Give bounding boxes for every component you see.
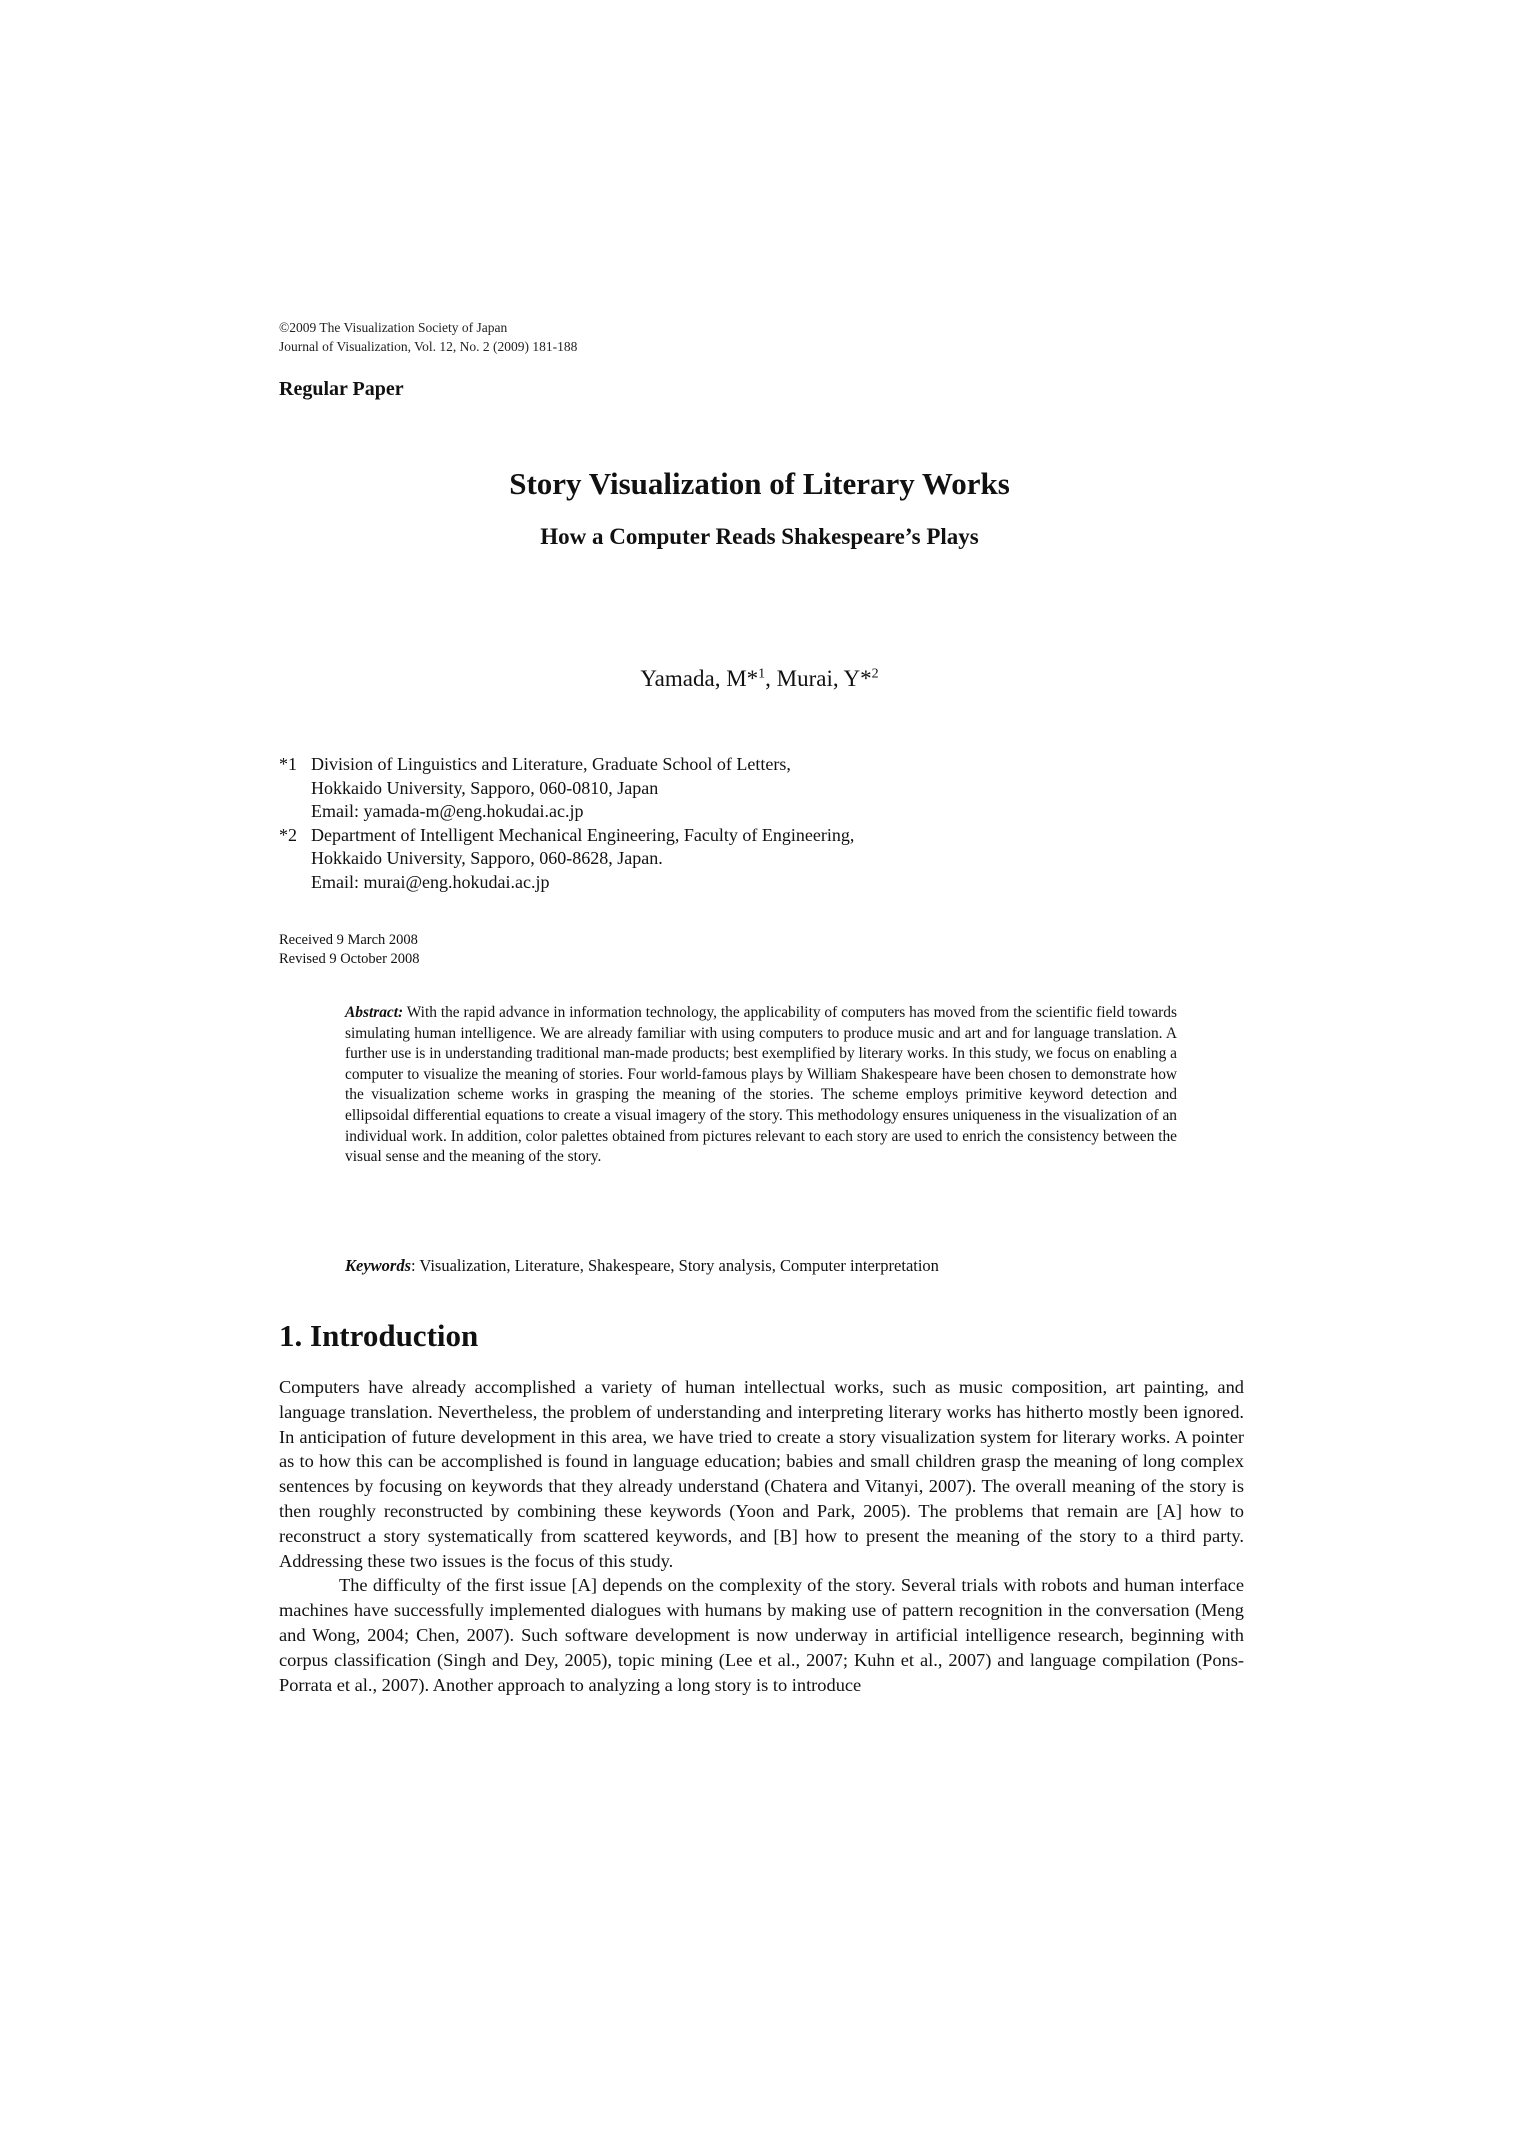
affiliation-1 [279,753,854,824]
keywords [345,1256,1245,1276]
affiliation-2 [279,824,854,895]
submission-dates [279,931,420,969]
author-2: Murai, Y* [776,666,872,691]
author-1-affil-mark: 1 [758,666,766,682]
affiliation-line: Hokkaido University, Sapporo, 060-0810, Japan [311,777,659,798]
affiliation-line: Division of Linguistics and Literature, Graduate School of Letters, [311,754,791,774]
journal-citation: Journal of Visualization, Vol. 12, No. 2 (2009) 181-188 [279,339,578,354]
author-2-affil-mark: 2 [871,666,879,682]
affiliation-email: Email: yamada-m@eng.hokudai.ac.jp [311,801,584,821]
journal-header [279,318,577,356]
author-list [0,666,1519,692]
affiliation-email: Email: murai@eng.hokudai.ac.jp [311,871,550,892]
received-date: Received 9 March 2008 [279,932,418,948]
affiliations [279,753,854,894]
paper-title: Story Visualization of Literary Works [509,466,1010,501]
author-1: Yamada, M* [640,666,759,691]
copyright-line: ©2009 The Visualization Society of Japan [279,320,508,335]
keywords-label: Keywords [345,1256,411,1275]
affiliation-line: Hokkaido University, Sapporo, 060-8628, Japan. [311,848,663,868]
section-body [279,1375,1244,1697]
paper-subtitle: How a Computer Reads Shakespeare’s Plays [540,524,979,549]
affiliation-mark: *1 [279,754,297,774]
body-paragraph: Computers have already accomplished a variety of human intellectual works, such as music composition, art painting, and language translation. Nevertheless, the problem of understanding and interpreting literary works has hitherto mostly been ignored. In anticipation of future development in this area, we have tried to create a story visualization system for literary works. A pointer as to how this can be accomplished is found in language education; babies and small children grasp the meaning of long complex sentences by focusing on keywords that they already understand (Chatera and Vitanyi, 2007). The overall meaning of the story is then roughly reconstructed by combining these keywords (Yoon and Park, 2005). The problems that remain are [A] how to reconstruct a story systematically from scattered keywords, and [B] how to present the meaning of the story to a third party. Addressing these two issues is the focus of this study. [279,1377,1244,1571]
affiliation-line: Department of Intelligent Mechanical Engineering, Faculty of Engineering, [311,824,855,845]
author-separator: , [765,666,777,691]
affiliation-mark: *2 [279,824,297,845]
revised-date: Revised 9 October 2008 [279,951,420,967]
body-paragraph: The difficulty of the first issue [A] depends on the complexity of the story. Several trials with robots and human interface machines have successfully implemented dialogues with humans by making use of pattern recognition in the conversation (Meng and Wong, 2004; Chen, 2007). Such software development is now underway in artificial intelligence research, beginning with corpus classification (Singh and Dey, 2005), topic mining (Lee et al., 2007; Kuhn et al., 2007) and language compilation (Pons-Porrata et al., 2007). Another approach to analyzing a long story is to introduce [279,1575,1244,1695]
abstract-label: Abstract: [345,1004,404,1021]
paper-type: Regular Paper [279,378,404,400]
abstract [345,1003,1177,1168]
keywords-text: : Visualization, Literature, Shakespeare, Story analysis, Computer interpretation [411,1256,939,1275]
abstract-text: With the rapid advance in information technology, the applicability of computers has moved from the scientific field towards simulating human intelligence. We are already familiar with using computers to produce music and art and for language translation. A further use is in understanding traditional man-made products; best exemplified by literary works. In this study, we focus on enabling a computer to visualize the meaning of stories. Four world-famous plays by William Shakespeare have been chosen to demonstrate how the visualization scheme works in grasping the meaning of the stories. The scheme employs primitive keyword detection and ellipsoidal differential equations to create a visual imagery of the story. This methodology ensures uniqueness in the visualization of an individual work. In addition, color palettes obtained from pictures relevant to each story are used to enrich the consistency between the visual sense and the meaning of the story. [345,1004,1177,1166]
section-heading: 1. Introduction [279,1318,479,1353]
